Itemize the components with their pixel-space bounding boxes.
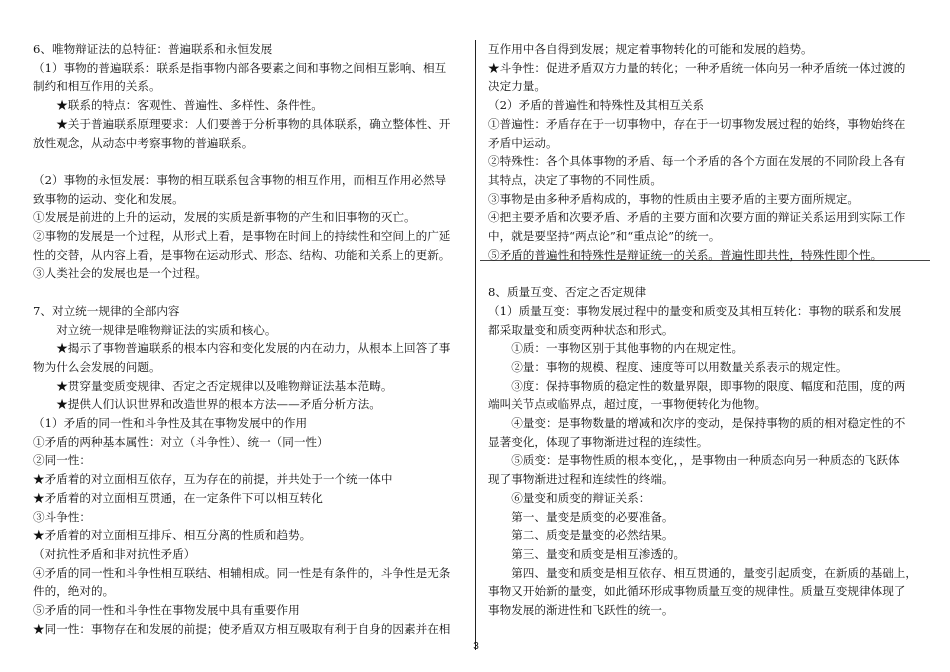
text-line: 物为什么会发展的问题。 bbox=[33, 359, 161, 374]
text-line: ③人类社会的发展也是一个过程。 bbox=[33, 266, 207, 281]
text-line: ★揭示了事物普遍联系的根本内容和变化发展的内在动力，从根本上回答了事 bbox=[56, 341, 451, 356]
text-line: 事物发展的渐进性和飞跃性的统一。 bbox=[488, 603, 674, 618]
page-number: 3 bbox=[473, 641, 479, 652]
text-line: ★斗争性：促进矛盾双方力量的转化；一种矛盾统一体向另一种矛盾统一体过渡的 bbox=[488, 60, 906, 75]
text-line: 7、对立统一规律的全部内容 bbox=[33, 303, 180, 318]
text-line: ★矛盾着的对立面相互依存，互为存在的前提，并共处于一个统一体中 bbox=[33, 472, 393, 487]
text-line: ④量变：是事物数量的增减和次序的变动，是保持事物的质的相对稳定性的不 bbox=[511, 416, 906, 431]
text-line: ①质：一事物区别于其他事物的内在规定性。 bbox=[511, 341, 744, 356]
text-line: ★联系的特点：客观性、普遍性、多样性、条件性。 bbox=[56, 98, 323, 113]
text-line: 对立统一规律是唯物辩证法的实质和核心。 bbox=[56, 322, 277, 337]
text-line: 显著变化，体现了事物渐进过程的连续性。 bbox=[488, 434, 709, 449]
text-line: 事物又开始新的量变，如此循环形成事物质量互变的规律性。质量互变规律体现了 bbox=[488, 584, 906, 599]
text-line: 第一、量变是质变的必要准备。 bbox=[511, 509, 674, 524]
text-line: ②特殊性：各个具体事物的矛盾、每一个矛盾的各个方面在发展的不同阶段上各有 bbox=[488, 154, 906, 169]
right-column bbox=[488, 40, 924, 620]
text-line: 8、质量互变、否定之否定规律 bbox=[488, 285, 647, 300]
text-line: ②事物的发展是一个过程，从形式上看，是事物在时间上的持续性和空间上的广延 bbox=[33, 229, 451, 244]
text-line: （1）质量互变：事物发展过程中的量变和质变及其相互转化：事物的联系和发展 bbox=[488, 303, 902, 318]
text-line: 矛盾中运动。 bbox=[488, 135, 558, 150]
text-line: ⑥量变和质变的辩证关系： bbox=[511, 490, 651, 505]
text-line: ★提供人们认识世界和改造世界的根本方法——矛盾分析方法。 bbox=[56, 397, 381, 412]
text-line: 放性观念，从动态中考察事物的普遍联系。 bbox=[33, 135, 254, 150]
text-line: ③斗争性： bbox=[33, 509, 91, 524]
text-line: 制约和相互作用的关系。 bbox=[33, 79, 161, 94]
text-line: ④把主要矛盾和次要矛盾、矛盾的主要方面和次要方面的辩证关系运用到实际工作 bbox=[488, 210, 906, 225]
text-line: 第三、量变和质变是相互渗透的。 bbox=[511, 546, 686, 561]
column-divider bbox=[475, 40, 476, 650]
text-line: ①发展是前进的上升的运动，发展的实质是新事物的产生和旧事物的灭亡。 bbox=[33, 210, 416, 225]
text-line: ③事物是由多种矛盾构成的，事物的性质由主要矛盾的主要方面所规定。 bbox=[488, 191, 860, 206]
text-line: ⑤矛盾的普遍性和特殊性是辩证统一的关系。普遍性即共性，特殊性即个性。 bbox=[488, 247, 883, 262]
text-line bbox=[33, 152, 466, 171]
text-line: 其特点，决定了事物的不同性质。 bbox=[488, 172, 662, 187]
text-line: ④矛盾的同一性和斗争性相互联结、相辅相成。同一性是有条件的，斗争性是无条 bbox=[33, 565, 451, 580]
text-line bbox=[488, 264, 924, 283]
text-line: ③度：保持事物质的稳定性的数量界限，即事物的限度、幅度和范围，度的两 bbox=[511, 378, 906, 393]
text-line: 性的交替，从内容上看，是事物在运动形式、形态、结构、功能和关系上的更新。 bbox=[33, 247, 451, 262]
text-line: 中，就是要坚持“两点论”和“重点论”的统一。 bbox=[488, 229, 721, 244]
text-line: ⑤质变：是事物性质的根本变化，，是事物由一种质态向另一种质态的飞跃体 bbox=[511, 453, 900, 468]
text-line: ★贯穿量变质变规律、否定之否定规律以及唯物辩证法基本范畴。 bbox=[56, 378, 393, 393]
text-line: 都采取量变和质变两种状态和形式。 bbox=[488, 322, 674, 337]
text-line: 第二、质变是量变的必然结果。 bbox=[511, 528, 674, 543]
text-line: 决定力量。 bbox=[488, 79, 546, 94]
text-line: 端叫关节点或临界点，超过度，一事物便转化为他物。 bbox=[488, 397, 767, 412]
text-line: ①普遍性：矛盾存在于一切事物中，存在于一切事物发展过程的始终，事物始终在 bbox=[488, 116, 906, 131]
text-line: （2）矛盾的普遍性和特殊性及其相互关系 bbox=[488, 98, 705, 113]
text-line: 现了事物渐进过程和连续性的终端。 bbox=[488, 472, 674, 487]
text-line: （1）事物的普遍联系：联系是指事物内部各要素之间和事物之间相互影响、相互 bbox=[33, 60, 447, 75]
text-line: ①矛盾的两种基本属性：对立（斗争性）、统一（同一性） bbox=[33, 434, 329, 449]
text-line: 第四、量变和质变是相互依存、相互贯通的，量变引起质变，在新质的基础上， bbox=[511, 565, 917, 580]
text-line: （2）事物的永恒发展：事物的相互联系包含事物的相互作用，而相互作用必然导 bbox=[33, 172, 447, 187]
text-line: ②量：事物的规模、程度、速度等可以用数量关系表示的规定性。 bbox=[511, 359, 848, 374]
text-line bbox=[33, 283, 466, 302]
text-line: （对抗性矛盾和非对抗性矛盾） bbox=[33, 546, 196, 561]
text-line: （1）矛盾的同一性和斗争性及其在事物发展中的作用 bbox=[33, 416, 308, 431]
text-line: 6、唯物辩证法的总特征：普遍联系和永恒发展 bbox=[33, 42, 273, 56]
text-line: ★同一性：事物存在和发展的前提；使矛盾双方相互吸取有利于自身的因素并在相 bbox=[33, 621, 451, 636]
text-line: ②同一性： bbox=[33, 453, 91, 468]
text-line: ★关于普遍联系原理要求：人们要善于分析事物的具体联系，确立整体性、开 bbox=[56, 116, 451, 131]
text-line: ⑤矛盾的同一性和斗争性在事物发展中具有重要作用 bbox=[33, 603, 300, 618]
left-column bbox=[33, 40, 466, 638]
text-line: ★矛盾着的对立面相互排斥、相互分离的性质和趋势。 bbox=[33, 528, 312, 543]
text-line: ★矛盾着的对立面相互贯通，在一定条件下可以相互转化 bbox=[33, 490, 323, 505]
text-line: 件的，绝对的。 bbox=[33, 584, 115, 599]
text-line: 互作用中各自得到发展；规定着事物转化的可能和发展的趋势。 bbox=[488, 42, 813, 56]
text-line: 致事物的运动、变化和发展。 bbox=[33, 191, 184, 206]
